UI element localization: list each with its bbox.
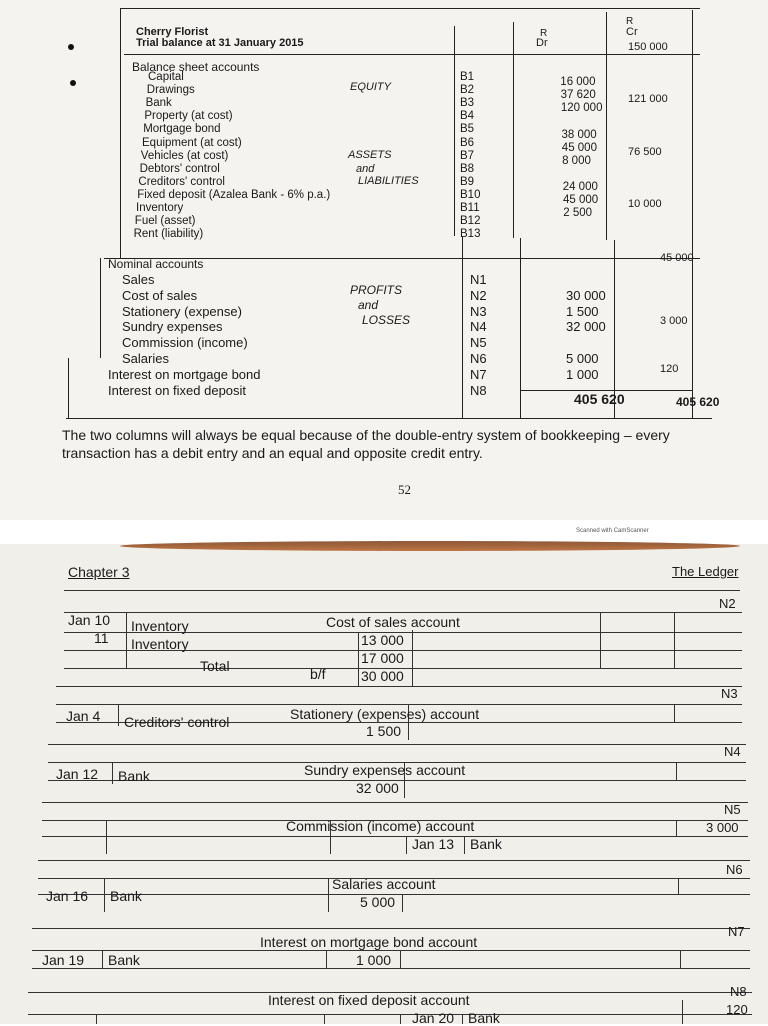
- account-name: Stationery (expense): [122, 303, 242, 319]
- table-rule: [454, 26, 455, 236]
- account-folio: N3: [470, 303, 487, 319]
- dr-label: Dr: [536, 37, 548, 49]
- account-title: Cost of sales account: [326, 614, 460, 630]
- credit-entry-description: Bank: [468, 1010, 500, 1026]
- account-rule: [676, 820, 677, 836]
- debit-amount: 2 500: [563, 207, 593, 220]
- account-rule: [400, 950, 401, 968]
- account-name: Fixed deposit (Azalea Bank - 6% p.a.): [137, 188, 331, 201]
- group-liabilities: LIABILITIES: [358, 175, 419, 187]
- account-ref: N3: [721, 686, 738, 701]
- credit-entry-description: Bank: [470, 836, 502, 852]
- debit-amount: 120 000: [560, 102, 603, 115]
- entry-amount: 1 500: [366, 723, 402, 739]
- account-name: Vehicles (at cost): [140, 149, 229, 162]
- account-ref: N4: [724, 744, 741, 759]
- group-profits: PROFITS: [350, 283, 403, 297]
- table-rule: [120, 8, 121, 258]
- table-rule: [100, 258, 101, 358]
- account-folio: N1: [470, 272, 487, 287]
- account-title: Interest on mortgage bond account: [260, 934, 478, 950]
- account-name: Fuel (asset): [134, 215, 196, 228]
- page-number: 52: [398, 482, 411, 497]
- entry-description: Bank: [110, 888, 142, 904]
- bullet-mark: [68, 44, 74, 50]
- account-ref: N5: [724, 802, 741, 817]
- debit-amount: 45 000: [561, 141, 597, 154]
- total-label: Total: [200, 658, 230, 674]
- table-rule: [606, 12, 607, 240]
- account-ref: N8: [730, 984, 747, 999]
- account-name: Salaries: [122, 351, 169, 366]
- account-folio: B8: [460, 162, 475, 175]
- entry-date: 11: [94, 630, 109, 646]
- account-rule: [28, 1014, 752, 1015]
- total-amount: 30 000: [361, 668, 404, 684]
- account-rule: [48, 744, 746, 745]
- debit-amount: 30 000: [566, 287, 606, 303]
- account-title: Sundry expenses account: [304, 762, 466, 778]
- account-ref: N7: [728, 924, 745, 939]
- account-title: Salaries account: [332, 876, 436, 892]
- credit-entry-date: Jan 13: [412, 836, 455, 852]
- section-balance-sheet: Balance sheet accounts: [132, 60, 260, 74]
- credit-amount: 120: [660, 362, 679, 375]
- account-folio: B3: [460, 97, 475, 110]
- table-rule: [66, 418, 712, 419]
- account-ref: N6: [726, 862, 743, 877]
- account-name: Rent (liability): [133, 228, 204, 241]
- account-rule: [676, 762, 677, 780]
- account-rule: [412, 632, 742, 633]
- book-spine: [120, 541, 740, 551]
- account-rule: [324, 1014, 325, 1024]
- entry-date: Jan 12: [56, 766, 99, 782]
- account-rule: [674, 704, 675, 722]
- account-rule: [104, 878, 105, 912]
- account-folio: B9: [460, 175, 475, 188]
- entry-amount: 32 000: [356, 780, 399, 796]
- account-title: Stationery (expenses) account: [290, 706, 480, 722]
- credit-amount: 121 000: [628, 93, 668, 106]
- account-name: Equipment (at cost): [142, 136, 242, 149]
- account-folio: N8: [470, 382, 487, 398]
- entry-description: Bank: [118, 768, 150, 784]
- group-assets-and: and: [356, 163, 375, 175]
- account-folio: B10: [460, 188, 481, 201]
- account-rule: [96, 1014, 97, 1024]
- account-folio: B11: [460, 202, 480, 214]
- account-folio: B13: [460, 228, 481, 241]
- entry-date: Jan 16: [46, 888, 89, 904]
- debit-amount: 16 000: [560, 76, 596, 89]
- account-rule: [56, 704, 742, 705]
- account-name: Drawings: [146, 84, 195, 97]
- account-folio: B2: [460, 84, 475, 97]
- account-rule: [118, 704, 119, 726]
- account-name: Bank: [145, 97, 172, 110]
- account-rule: [462, 1014, 463, 1024]
- credit-amount: 10 000: [628, 198, 662, 211]
- entry-description: Bank: [108, 952, 140, 968]
- account-folio: N5: [470, 335, 487, 351]
- entry-description: Inventory: [131, 636, 189, 652]
- credit-amount: 45 000: [660, 252, 694, 264]
- table-rule: [692, 10, 693, 418]
- entry-date: Jan 4: [66, 708, 101, 724]
- account-rule: [112, 762, 113, 784]
- account-name: Creditors' control: [138, 175, 225, 188]
- account-rule: [464, 836, 465, 854]
- account-name: Cost of sales: [122, 287, 198, 303]
- debit-amount: 37 620: [560, 89, 596, 102]
- group-losses: LOSSES: [362, 313, 411, 327]
- account-rule: [64, 612, 742, 613]
- debit-amount: 38 000: [561, 128, 597, 141]
- bullet-mark: [70, 80, 76, 86]
- debit-amount: 8 000: [562, 154, 591, 167]
- account-credit-balance: 120: [726, 1002, 748, 1017]
- table-rule: [513, 22, 514, 238]
- credit-amount: 3 000: [660, 315, 688, 328]
- account-name: Sales: [122, 272, 155, 287]
- account-folio: B7: [460, 149, 475, 162]
- account-rule: [682, 1000, 683, 1024]
- account-rule: [600, 612, 601, 668]
- company-name: Cherry Florist: [136, 26, 209, 38]
- account-name: Interest on fixed deposit: [108, 382, 247, 398]
- account-name: Inventory: [136, 202, 184, 214]
- account-rule: [102, 950, 103, 968]
- account-ref: N2: [719, 596, 736, 611]
- trial-balance-title: Trial balance at 31 January 2015: [136, 37, 304, 49]
- group-equity: EQUITY: [350, 81, 391, 93]
- debit-amount: 1 500: [566, 303, 599, 319]
- account-folio: B6: [460, 136, 475, 149]
- entry-amount: 17 000: [361, 650, 404, 666]
- table-rule: [462, 236, 463, 418]
- ledger-heading: The Ledger: [672, 564, 739, 579]
- account-rule: [64, 632, 412, 633]
- table-rule: [68, 358, 69, 418]
- account-folio: B4: [460, 110, 475, 123]
- table-rule: [120, 8, 700, 9]
- account-title: Interest on fixed deposit account: [268, 992, 470, 1008]
- account-rule: [126, 612, 127, 668]
- account-folio: B1: [460, 71, 475, 83]
- debit-amount: 45 000: [563, 194, 599, 206]
- group-assets: ASSETS: [348, 149, 392, 161]
- account-folio: B5: [460, 123, 475, 136]
- account-name: Debtors' control: [139, 162, 220, 175]
- cr-currency: R: [626, 16, 634, 27]
- table-rule: [520, 238, 521, 418]
- account-rule: [402, 894, 403, 912]
- account-rule: [42, 836, 748, 837]
- chapter-label: Chapter 3: [68, 564, 130, 580]
- account-rule: [42, 802, 748, 803]
- account-name: Sundry expenses: [122, 319, 223, 335]
- double-entry-note: The two columns will always be equal because of the double-entry system of bookkeeping – every transaction has a debit entry and an equal and opposite credit entry.: [62, 427, 670, 461]
- entry-description: Creditors' control: [124, 714, 230, 730]
- entry-amount: 13 000: [361, 632, 404, 648]
- account-rule: [326, 950, 327, 968]
- account-rule: [358, 632, 359, 686]
- account-rule: [32, 968, 750, 969]
- dr-currency: R: [540, 28, 548, 39]
- entry-description: Inventory: [131, 618, 189, 634]
- account-rule: [406, 836, 407, 854]
- account-rule: [400, 1014, 401, 1024]
- account-rule: [32, 928, 750, 929]
- entry-date: Jan 19: [42, 952, 85, 968]
- account-rule: [678, 878, 679, 894]
- account-name: Commission (income): [122, 335, 248, 351]
- account-rule: [680, 950, 681, 968]
- debit-amount: 24 000: [562, 180, 598, 193]
- entry-date: Jan 10: [68, 612, 111, 628]
- debit-amount: 5 000: [566, 351, 599, 366]
- credit-entry-date: Jan 20: [412, 1010, 455, 1026]
- account-folio: N2: [470, 287, 487, 303]
- account-name: Mortgage bond: [143, 123, 221, 136]
- account-rule: [674, 612, 675, 668]
- debit-amount: 32 000: [566, 319, 606, 335]
- account-title: Commission (income) account: [286, 818, 475, 834]
- section-nominal: Nominal accounts: [108, 257, 204, 271]
- bf-label: b/f: [310, 666, 326, 682]
- account-rule: [32, 950, 750, 951]
- account-folio: N6: [470, 351, 487, 366]
- account-folio: N4: [470, 319, 487, 335]
- account-folio: B12: [460, 215, 481, 228]
- debit-amount: 1 000: [566, 366, 599, 382]
- entry-amount: 5 000: [360, 894, 396, 910]
- account-rule: [56, 686, 742, 687]
- account-rule: [64, 590, 740, 591]
- credit-amount: 150 000: [628, 41, 668, 53]
- account-name: Interest on mortgage bond: [108, 366, 261, 382]
- total-cr: 405 620: [676, 395, 720, 409]
- account-rule: [106, 820, 107, 854]
- account-name: Property (at cost): [144, 110, 233, 123]
- credit-amount: 76 500: [628, 145, 662, 158]
- group-profits-and: and: [358, 298, 379, 312]
- account-rule: [412, 630, 413, 686]
- account-rule: [38, 860, 750, 861]
- account-folio: N7: [470, 366, 487, 382]
- total-dr: 405 620: [574, 391, 625, 407]
- account-credit-balance: 3 000: [706, 820, 739, 835]
- entry-amount: 1 000: [356, 952, 392, 968]
- cr-label: Cr: [626, 26, 638, 38]
- scanner-watermark: Scanned with CamScanner: [576, 528, 649, 534]
- account-name: Capital: [148, 71, 184, 83]
- table-rule: [124, 54, 700, 55]
- account-rule: [328, 878, 329, 912]
